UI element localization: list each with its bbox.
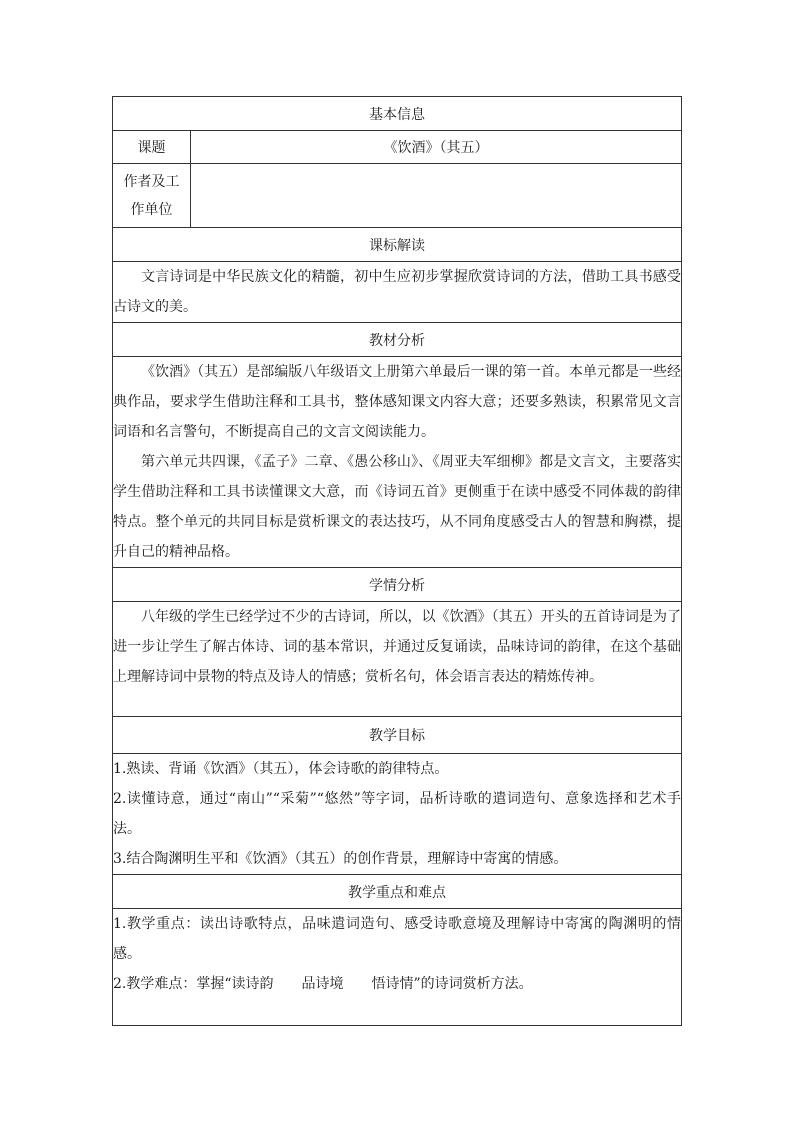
objective-item-2: 2.读懂诗意，通过“南山”“采菊”“悠然”等字词，品析诗歌的遣词造句、意象选择和艺术手法。	[113, 791, 681, 837]
textbook-paragraph-2: 第六单元共四课，《孟子》二章、《愚公移山》、《周亚夫军细柳》都是文言文，主要落实学生借助注释和工具书读懂课文大意，而《诗词五首》更侧重于在读中感受不同体裁的韵律特点。整个单元的共同目标是赏析课文的表达技巧，从不同角度感受古人的智慧和胸襟，提升自己的精神品格。	[113, 454, 681, 560]
objective-item-1: 1.熟读、背诵《饮酒》（其五），体会诗歌的韵律特点。	[113, 761, 449, 777]
learner-text: 八年级的学生已经学过不少的古诗词，所以，以《饮酒》（其五）开头的五首诗词是为了进一步让学生了解古体诗、词的基本常识，并通过反复诵读，品味诗词的韵律，在这个基础上理解诗词中景物的特点及诗人的情感；赏析名句，体会语言表达的精炼传神。	[113, 609, 681, 685]
objectives-body	[113, 754, 682, 875]
key-point-item-2: 2.教学难点：掌握“读诗韵 品诗境 悟诗情”的诗词赏析方法。	[113, 976, 533, 992]
key-points-body	[113, 909, 682, 1026]
key-points-spacer	[113, 999, 681, 1025]
learner-body	[113, 602, 682, 717]
objective-item-3: 3.结合陶渊明生平和《饮酒》（其五）的创作背景，理解诗中寄寓的情感。	[113, 851, 568, 867]
section-header-textbook: 教材分析	[113, 323, 682, 357]
textbook-paragraph-1: 《饮酒》（其五）是部编版八年级语文上册第六单最后一课的第一首。本单元都是一些经典作品，要求学生借助注释和工具书，整体感知课文内容大意；还要多熟读，积累常见文言词语和名言警句，不断提高自己的文言文阅读能力。	[113, 364, 681, 440]
section-header-objectives: 教学目标	[113, 717, 682, 754]
author-value	[191, 164, 682, 228]
topic-value: 《饮酒》（其五）	[191, 131, 682, 164]
key-point-item-1: 1.教学重点：读出诗歌特点，品味遣词造句、感受诗歌意境及理解诗中寄寓的陶渊明的情感。	[113, 916, 681, 962]
author-label-line2: 作单位	[130, 201, 173, 218]
topic-label: 课题	[113, 131, 191, 164]
lesson-plan-table	[112, 96, 682, 1026]
section-header-basic-info: 基本信息	[113, 97, 682, 131]
curriculum-body	[113, 262, 682, 323]
section-header-curriculum: 课标解读	[113, 228, 682, 262]
author-label	[113, 164, 191, 228]
textbook-body	[113, 357, 682, 568]
curriculum-text: 文言诗词是中华民族文化的精髓，初中生应初步掌握欣赏诗词的方法，借助工具书感受古诗文的美。	[113, 269, 681, 315]
section-header-key-points: 教学重点和难点	[113, 875, 682, 909]
author-label-line1: 作者及工	[123, 173, 180, 190]
section-header-learner: 学情分析	[113, 568, 682, 602]
